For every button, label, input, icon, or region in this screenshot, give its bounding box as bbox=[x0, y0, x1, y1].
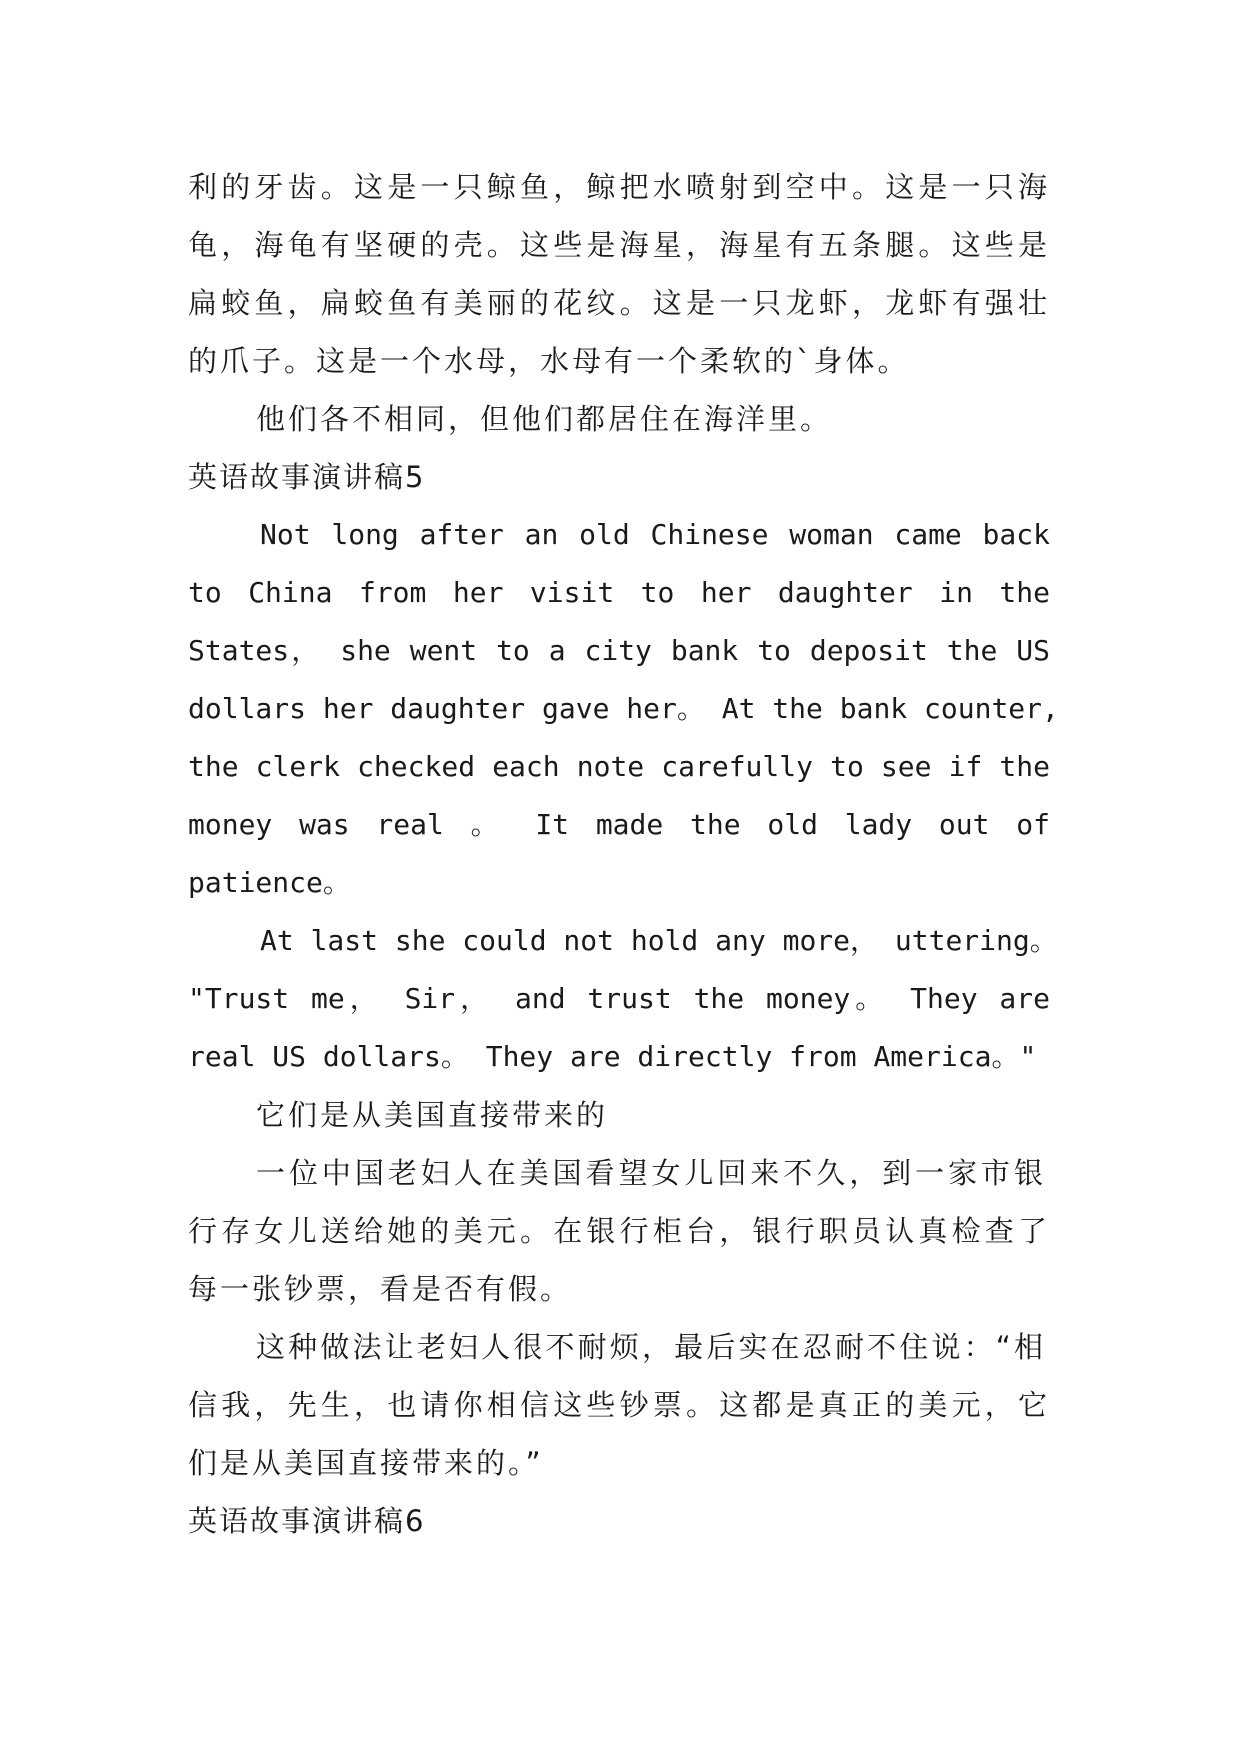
english-paragraph-line: At last she could not hold any more， uttering。 bbox=[260, 924, 1058, 957]
english-paragraph-line: dollars her daughter gave her。 At the bank counter, bbox=[188, 692, 1059, 725]
chinese-paragraph-line: 每一张钞票，看是否有假。 bbox=[188, 1272, 573, 1306]
english-paragraph-line: the clerk checked each note carefully to see if the bbox=[188, 750, 1050, 783]
english-paragraph-line: patience。 bbox=[188, 866, 351, 899]
paragraph-line: 利的牙齿。这是一只鲸鱼，鲸把水喷射到空中。这是一只海 bbox=[188, 170, 1050, 204]
english-paragraph-line: "Trust me， Sir， and trust the money。 They are bbox=[188, 982, 1050, 1015]
chinese-paragraph-line: 一位中国老妇人在美国看望女儿回来不久，到一家市银 bbox=[256, 1156, 1046, 1190]
paragraph-line: 他们各不相同，但他们都居住在海洋里。 bbox=[256, 402, 833, 436]
english-paragraph-line: to China from her visit to her daughter in the bbox=[188, 576, 1050, 609]
english-paragraph-line: money was real 。 It made the old lady out of bbox=[188, 808, 1050, 841]
paragraph-line: 扁蛟鱼，扁蛟鱼有美丽的花纹。这是一只龙虾，龙虾有强壮 bbox=[188, 286, 1050, 320]
english-paragraph-line: Not long after an old Chinese woman came back bbox=[260, 518, 1050, 551]
english-paragraph-line: States， she went to a city bank to deposit the US bbox=[188, 634, 1050, 667]
document-body bbox=[188, 158, 1059, 1550]
chinese-title-line: 它们是从美国直接带来的 bbox=[256, 1098, 609, 1132]
chinese-paragraph-line: 信我，先生，也请你相信这些钞票。这都是真正的美元，它 bbox=[188, 1388, 1050, 1422]
paragraph-line: 的爪子。这是一个水母，水母有一个柔软的`身体。 bbox=[188, 344, 910, 378]
section-heading-6: 英语故事演讲稿6 bbox=[188, 1504, 426, 1538]
chinese-paragraph-line: 们是从美国直接带来的。” bbox=[188, 1446, 544, 1480]
chinese-paragraph-line: 行存女儿送给她的美元。在银行柜台，银行职员认真检查了 bbox=[188, 1214, 1050, 1248]
paragraph-line: 龟，海龟有坚硬的壳。这些是海星，海星有五条腿。这些是 bbox=[188, 228, 1050, 262]
english-paragraph-line: real US dollars。 They are directly from America。" bbox=[188, 1040, 1037, 1073]
chinese-paragraph-line: 这种做法让老妇人很不耐烦，最后实在忍耐不住说：“相 bbox=[256, 1330, 1046, 1364]
section-heading-5: 英语故事演讲稿5 bbox=[188, 460, 426, 494]
